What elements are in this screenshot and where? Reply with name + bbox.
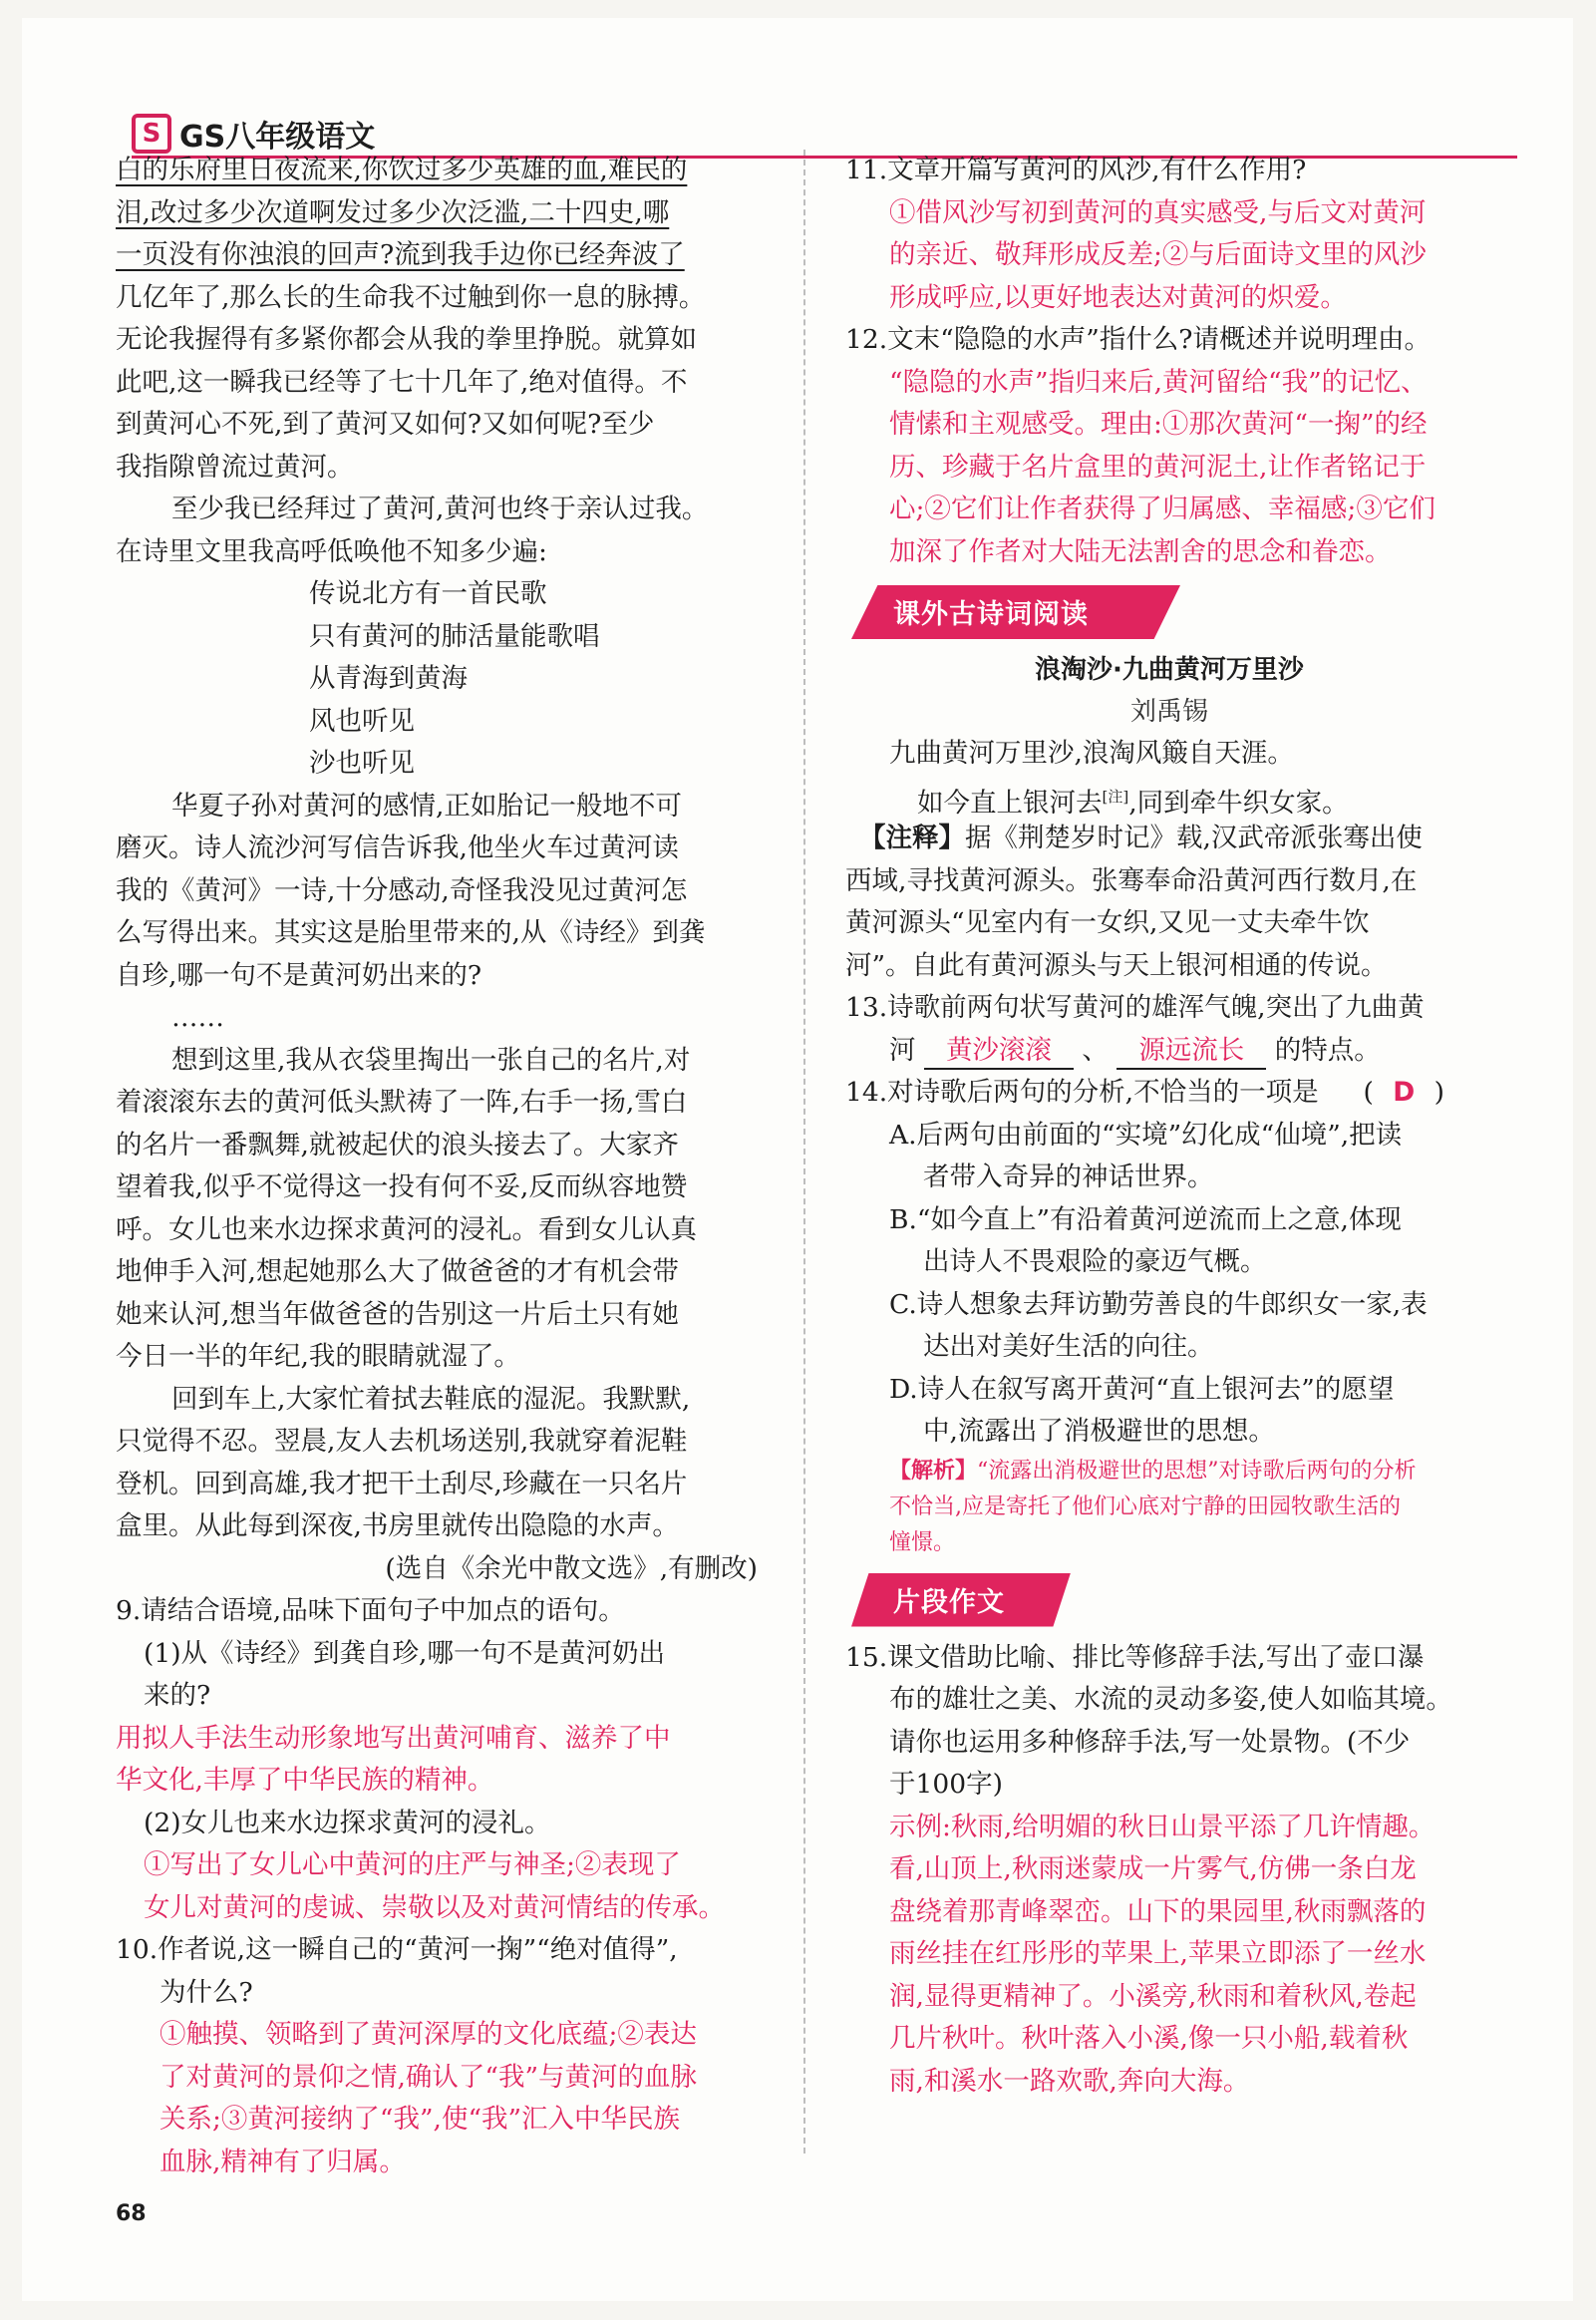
poem-line: 风也听见 xyxy=(309,705,415,737)
header-title: GS八年级语文 xyxy=(179,120,376,155)
logo-icon: S xyxy=(132,114,171,154)
note-label: 【注释】 xyxy=(859,823,965,853)
passage-line: 此吧,这一瞬我已经等了七十几年了,绝对值得。不 xyxy=(116,366,688,398)
passage-line: 么写得出来。其实这是胎里带来的,从《诗经》到龚 xyxy=(116,917,706,948)
option-d: 中,流露出了消极避世的思想。 xyxy=(923,1416,1275,1447)
answer-blank-2: 源远流长 xyxy=(1117,1034,1266,1070)
option-a: A.后两句由前面的“实境”幻化成“仙境”,把读 xyxy=(889,1119,1403,1151)
answer-15: 看,山顶上,秋雨迷蒙成一片雾气,仿佛一条白龙 xyxy=(889,1853,1417,1884)
analysis-line xyxy=(845,1454,1493,1490)
poem-line: 从青海到黄海 xyxy=(309,663,468,694)
page-number: 68 xyxy=(116,2201,147,2226)
passage-line: 华夏子孙对黄河的感情,正如胎记一般地不可 xyxy=(171,790,682,822)
poem-text: ,同到牵牛织女家。 xyxy=(1128,787,1349,818)
answer-blank-1: 黄沙滚滚 xyxy=(924,1034,1074,1070)
passage-underline: 一页没有你浊浪的回声?流到我手边你已经奔波了 xyxy=(116,239,685,270)
passage-line: 我指隙曾流过黄河。 xyxy=(116,451,354,483)
answer-11: 的亲近、敬拜形成反差;②与后面诗文里的风沙 xyxy=(889,239,1427,270)
analysis-line: 不恰当,应是寄托了他们心底对宁静的田园牧歌生活的 xyxy=(889,1493,1401,1519)
passage-line: 今日一半的年纪,我的眼睛就湿了。 xyxy=(116,1341,520,1372)
option-b: B.“如今直上”有沿着黄河逆流而上之意,体现 xyxy=(889,1203,1402,1235)
answer-11: ①借风沙写初到黄河的真实感受,与后文对黄河 xyxy=(889,196,1427,228)
left-column xyxy=(116,150,764,2183)
passage-line: 地伸手入河,想起她那么大了做爸爸的才有机会带 xyxy=(116,1256,679,1287)
note-line: 西域,寻找黄河源头。张骞奉命沿黄河西行数月,在 xyxy=(845,864,1418,896)
q14-paren-close: ) xyxy=(1434,1077,1445,1108)
passage-line: 自珍,哪一句不是黄河奶出来的? xyxy=(116,959,482,991)
option-c: 达出对美好生活的向往。 xyxy=(923,1331,1214,1362)
passage-line: 登机。回到高雄,我才把干土刮尽,珍藏在一只名片 xyxy=(116,1468,688,1499)
question-13: 13.诗歌前两句状写黄河的雄浑气魄,突出了九曲黄 xyxy=(845,992,1425,1023)
note-line: 河”。自此有黄河源头与天上银河相通的传说。 xyxy=(845,949,1388,981)
passage-line: 她来认河,想当年做爸爸的告别这一片后土只有她 xyxy=(116,1298,679,1330)
answer-10: 血脉,精神有了归属。 xyxy=(160,2146,406,2177)
question-15: 15.课文借助比喻、排比等修辞手法,写出了壶口瀑 xyxy=(845,1641,1425,1673)
passage-line: 泪,改过多少次道啊发过多少次泛滥,二十四史,哪 xyxy=(116,196,670,228)
poem-title: 浪淘沙·九曲黄河万里沙 xyxy=(1035,655,1304,685)
question-13 xyxy=(845,1030,1493,1073)
q13-prefix: 河 xyxy=(889,1034,916,1066)
answer-11: 形成呼应,以更好地表达对黄河的炽爱。 xyxy=(889,281,1347,313)
option-a: 者带入奇异的神话世界。 xyxy=(923,1161,1214,1192)
q14-text: 14.对诗歌后两句的分析,不恰当的一项是 xyxy=(845,1077,1319,1108)
question-10: 10.作者说,这一瞬自己的“黄河一掬”“绝对值得”, xyxy=(116,1934,678,1965)
poem-line: 传说北方有一首民歌 xyxy=(309,578,547,609)
passage-line: 着滚滚东去的黄河低头默祷了一阵,右手一扬,雪白 xyxy=(116,1087,688,1118)
passage-source: (选自《余光中散文选》,有删改) xyxy=(385,1552,758,1584)
answer-9-1: 华文化,丰厚了中华民族的精神。 xyxy=(116,1765,494,1796)
answer-15: 盘绕着那青峰翠峦。山下的果园里,秋雨飘落的 xyxy=(889,1895,1427,1927)
question-9: 9.请结合语境,品味下面句子中加点的语句。 xyxy=(116,1595,625,1626)
passage-line: 无论我握得有多紧你都会从我的拳里挣脱。就算如 xyxy=(116,324,697,355)
answer-15: 润,显得更精神了。小溪旁,秋雨和着秋风,卷起 xyxy=(889,1980,1417,2012)
question-10: 为什么? xyxy=(160,1976,253,2008)
option-c: C.诗人想象去拜访勤劳善良的牛郎织女一家,表 xyxy=(889,1288,1428,1320)
q13-separator: 、 xyxy=(1082,1034,1109,1066)
answer-12: 历、珍藏于名片盒里的黄河泥土,让作者铭记于 xyxy=(889,451,1427,483)
answer-15: 雨丝挂在红彤彤的苹果上,苹果立即添了一丝水 xyxy=(889,1938,1427,1969)
answer-12: 心;②它们让作者获得了归属感、幸福感;③它们 xyxy=(889,494,1436,524)
note-marker: [注] xyxy=(1102,787,1129,806)
answer-9-2: ①写出了女儿心中黄河的庄严与神圣;②表现了 xyxy=(144,1849,681,1880)
question-15: 请你也运用多种修辞手法,写一处景物。(不少 xyxy=(889,1726,1411,1758)
note-line: 黄河源头“见室内有一女织,又见一丈夫牵牛饮 xyxy=(845,907,1370,938)
answer-10: 了对黄河的景仰之情,确认了“我”与黄河的血脉 xyxy=(160,2061,698,2093)
banner-title: 片段作文 xyxy=(893,1586,1005,1618)
analysis-line: 憧憬。 xyxy=(889,1529,956,1555)
answer-15: 示例:秋雨,给明媚的秋日山景平添了几许情趣。 xyxy=(889,1811,1436,1842)
question-12: 12.文末“隐隐的水声”指什么?请概述并说明理由。 xyxy=(845,324,1431,355)
analysis-label: 【解析】 xyxy=(889,1458,978,1484)
passage-line: 的名片一番飘舞,就被起伏的浪头接去了。大家齐 xyxy=(116,1129,679,1160)
option-b: 出诗人不畏艰险的豪迈气概。 xyxy=(923,1246,1267,1277)
passage-line: 只觉得不忍。翌晨,友人去机场送别,我就穿着泥鞋 xyxy=(116,1426,688,1457)
poem-line: 只有黄河的肺活量能歌唱 xyxy=(309,620,600,652)
passage-line xyxy=(116,234,764,277)
answer-10: ①触摸、领略到了黄河深厚的文化底蕴;②表达 xyxy=(160,2019,697,2050)
answer-9-2: 女儿对黄河的虔诚、崇敬以及对黄河情结的传承。 xyxy=(144,1891,725,1923)
passage-line: 望着我,似乎不觉得这一投有何不妥,反而纵容地赞 xyxy=(116,1171,688,1202)
passage-line: 回到车上,大家忙着拭去鞋底的湿泥。我默默, xyxy=(171,1383,691,1415)
answer-9-1: 用拟人手法生动形象地写出黄河哺育、滋养了中 xyxy=(116,1722,671,1754)
answer-15: 雨,和溪水一路欢歌,奔向大海。 xyxy=(889,2065,1250,2097)
passage-line: 磨灭。诗人流沙河写信告诉我,他坐火车过黄河读 xyxy=(116,832,679,863)
q14-paren-open: ( xyxy=(1363,1077,1374,1108)
poem-line xyxy=(845,776,1493,819)
passage-line: 呼。女儿也来水边探求黄河的浸礼。看到女儿认真 xyxy=(116,1213,697,1245)
answer-12: “隐隐的水声”指归来后,黄河留给“我”的记忆、 xyxy=(889,366,1428,398)
q13-suffix: 的特点。 xyxy=(1274,1034,1381,1066)
analysis-text: “流露出消极避世的思想”对诗歌后两句的分析 xyxy=(977,1458,1417,1484)
column-divider xyxy=(803,150,805,2154)
poem-line: 沙也听见 xyxy=(309,748,415,779)
passage-line: 到黄河心不死,到了黄河又如何?又如何呢?至少 xyxy=(116,409,655,440)
ellipsis: …… xyxy=(171,1002,224,1033)
answer-10: 关系;③黄河接纳了“我”,使“我”汇入中华民族 xyxy=(160,2104,681,2135)
passage-line: 想到这里,我从衣袋里掏出一张自己的名片,对 xyxy=(171,1044,691,1076)
right-column xyxy=(845,150,1493,2103)
note-text: 据《荆楚岁时记》载,汉武帝派张骞出使 xyxy=(965,823,1423,853)
answer-15: 几片秋叶。秋叶落入小溪,像一只小船,载着秋 xyxy=(889,2023,1409,2054)
note-line xyxy=(845,818,1493,860)
question-9-2: (2)女儿也来水边探求黄河的浸礼。 xyxy=(144,1807,551,1838)
question-15: 于100字) xyxy=(889,1769,1003,1800)
question-15: 布的雄壮之美、水流的灵动多姿,使人如临其境。 xyxy=(889,1684,1452,1715)
passage-line: 白的乐府里日夜流来,你饮过多少英雄的血,难民的 xyxy=(116,155,688,185)
poem-line: 九曲黄河万里沙,浪淘风簸自天涯。 xyxy=(889,738,1294,769)
passage-line: 盒里。从此每到深夜,书房里就传出隐隐的水声。 xyxy=(116,1510,679,1541)
answer-14: D xyxy=(1393,1077,1416,1108)
poem-author: 刘禹锡 xyxy=(1129,697,1208,727)
answer-12: 加深了作者对大陆无法割舍的思念和眷恋。 xyxy=(889,535,1392,567)
question-11: 11.文章开篇写黄河的风沙,有什么作用? xyxy=(845,155,1307,185)
section-banner-poetry xyxy=(845,581,1493,641)
answer-12: 情愫和主观感受。理由:①那次黄河“一掬”的经 xyxy=(889,409,1428,440)
section-banner-writing xyxy=(845,1569,1493,1629)
question-9-1: 来的? xyxy=(144,1680,211,1711)
question-9-1: (1)从《诗经》到龚自珍,哪一句不是黄河奶出 xyxy=(144,1637,665,1669)
option-d: D.诗人在叙写离开黄河“直上银河去”的愿望 xyxy=(889,1373,1395,1405)
poem-text: 如今直上银河去 xyxy=(917,787,1103,818)
passage-line: 我的《黄河》一诗,十分感动,奇怪我没见过黄河怎 xyxy=(116,874,688,906)
question-14 xyxy=(845,1072,1493,1115)
passage-line: 几亿年了,那么长的生命我不过触到你一息的脉搏。 xyxy=(116,281,706,313)
passage-line: 至少我已经拜过了黄河,黄河也终于亲认过我。 xyxy=(171,494,709,524)
passage-line: 在诗里文里我高呼低唤他不知多少遍: xyxy=(116,535,547,567)
banner-title: 课外古诗词阅读 xyxy=(893,599,1089,630)
